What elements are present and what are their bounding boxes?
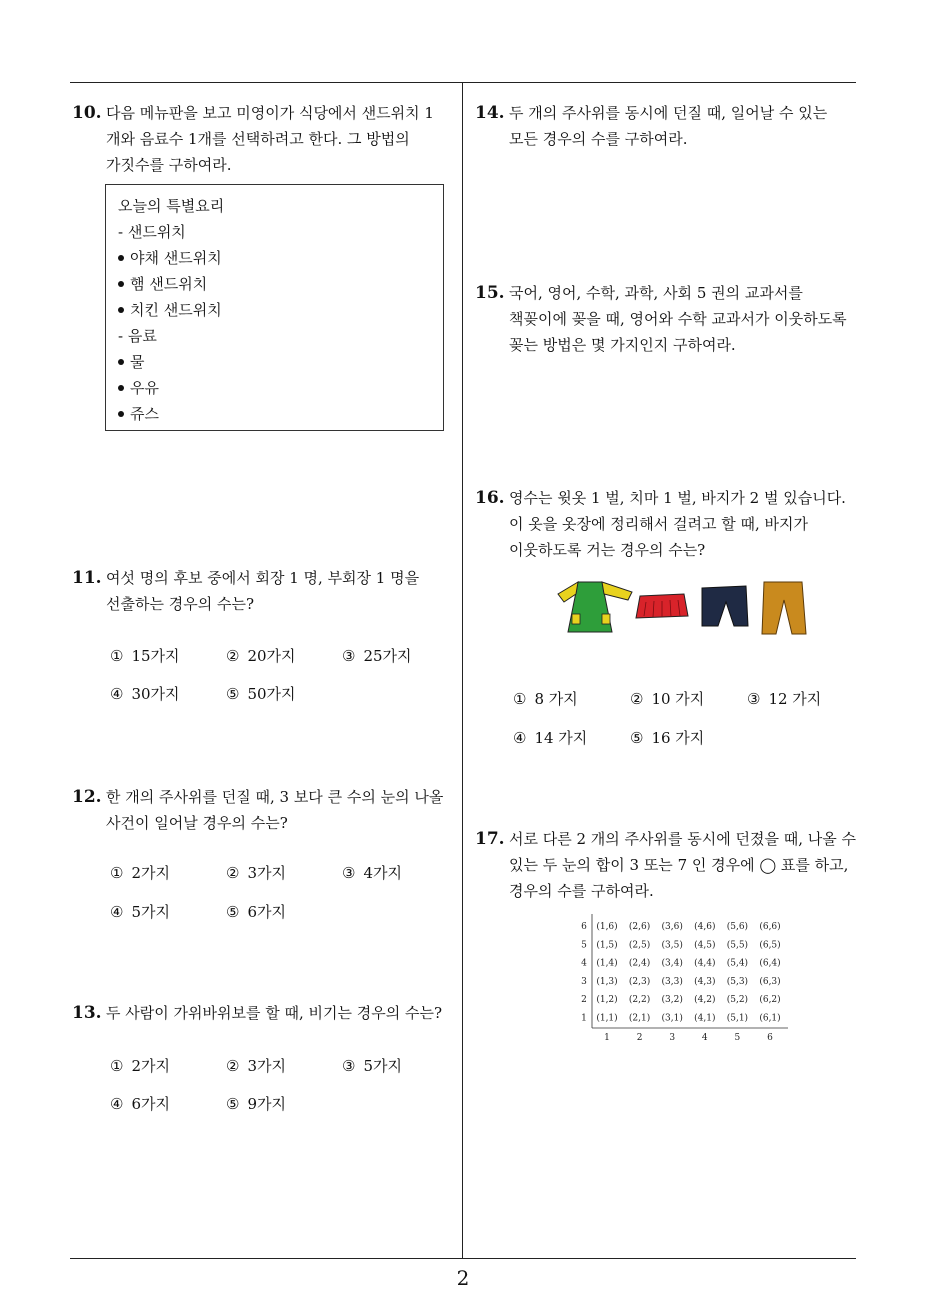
question-number: 15. — [475, 283, 505, 303]
grid-cell: (5,5) — [726, 940, 749, 951]
choice-item[interactable]: ③ 25가지 — [342, 647, 412, 665]
grid-col-label: 4 — [701, 1033, 708, 1042]
grid-cell: (2,3) — [628, 976, 651, 987]
menu-board — [105, 184, 444, 431]
question-12 — [72, 784, 443, 836]
grid-col-label: 2 — [636, 1033, 643, 1042]
menu-row: 치킨 샌드위치 — [118, 297, 443, 323]
question-text-line: 모든 경우의 수를 구하여라. — [509, 130, 688, 148]
question-number: 13. — [72, 1003, 102, 1023]
question-11 — [72, 565, 419, 617]
grid-cell: (3,3) — [661, 976, 683, 987]
choice-item[interactable]: ④ 5가지 — [110, 903, 170, 921]
choice-item[interactable]: ③ 12 가지 — [747, 690, 822, 708]
choice-item[interactable]: ⑤ 16 가지 — [630, 729, 705, 747]
menu-row: 쥬스 — [118, 401, 443, 427]
menu-row: 우유 — [118, 375, 443, 401]
question-text-line: 경우의 수를 구하여라. — [509, 882, 654, 900]
question-text-line: 두 개의 주사위를 동시에 던질 때, 일어날 수 있는 — [509, 104, 828, 122]
bullet-icon — [118, 255, 124, 261]
menu-row: 야채 샌드위치 — [118, 245, 443, 271]
question-13 — [72, 1000, 442, 1026]
grid-cell: (3,6) — [661, 922, 683, 932]
question-text-line: 개와 음료수 1개를 선택하려고 한다. 그 방법의 — [106, 130, 410, 148]
choice-item[interactable]: ② 3가지 — [226, 1057, 286, 1075]
grid-cell: (6,4) — [759, 958, 781, 969]
grid-cell: (6,6) — [759, 922, 781, 932]
grid-cell: (3,2) — [661, 995, 683, 1006]
question-text-line: 가짓수를 구하여라. — [106, 156, 232, 174]
grid-row-label: 1 — [581, 1013, 587, 1024]
question-text-line: 서로 다른 2 개의 주사위를 동시에 던졌을 때, 나올 수 — [509, 830, 857, 848]
grid-cell: (1,3) — [596, 976, 618, 987]
question-text-line: 한 개의 주사위를 던질 때, 3 보다 큰 수의 눈의 나올 — [106, 788, 444, 806]
top-icon — [558, 582, 632, 632]
question-text-line: 국어, 영어, 수학, 과학, 사회 5 권의 교과서를 — [509, 284, 803, 302]
grid-cell: (4,5) — [694, 940, 716, 951]
question-number: 16. — [475, 488, 505, 508]
grid-cell: (3,4) — [661, 958, 683, 969]
grid-cell: (6,2) — [759, 995, 781, 1006]
question-number: 17. — [475, 829, 505, 849]
question-17 — [475, 826, 856, 904]
bullet-icon — [118, 281, 124, 287]
bullet-icon — [118, 385, 124, 391]
choice-item[interactable]: ② 10 가지 — [630, 690, 705, 708]
grid-cell: (1,1) — [596, 1013, 618, 1024]
grid-cell: (6,3) — [759, 976, 781, 987]
choice-item[interactable]: ④ 14 가지 — [513, 729, 588, 747]
grid-cell: (6,5) — [759, 940, 781, 951]
grid-col-label: 5 — [734, 1033, 741, 1042]
grid-cell: (3,1) — [661, 1013, 683, 1024]
question-text-line: 여섯 명의 후보 중에서 회장 1 명, 부회장 1 명을 — [106, 569, 420, 587]
grid-cell: (2,1) — [628, 1013, 651, 1024]
clothes-illustration — [556, 578, 810, 636]
grid-cell: (2,5) — [628, 940, 651, 951]
grid-cell: (2,4) — [628, 958, 651, 969]
menu-row: 햄 샌드위치 — [118, 271, 443, 297]
choice-item[interactable]: ① 15가지 — [110, 647, 180, 665]
grid-row-label: 4 — [581, 958, 587, 969]
question-text-line: 책꽂이에 꽂을 때, 영어와 수학 교과서가 이웃하도록 — [509, 310, 847, 328]
question-text-line: 선출하는 경우의 수는? — [106, 595, 254, 613]
question-text-line: 꽂는 방법은 몇 가지인지 구하여라. — [509, 336, 736, 354]
grid-cell: (1,5) — [596, 940, 618, 951]
question-14 — [475, 100, 827, 152]
bullet-icon — [118, 359, 124, 365]
menu-row: - 샌드위치 — [118, 223, 186, 241]
question-10 — [72, 100, 434, 178]
dice-outcome-grid — [572, 912, 792, 1042]
grid-col-label: 1 — [604, 1033, 610, 1042]
question-number: 14. — [475, 103, 505, 123]
grid-cell: (1,6) — [596, 922, 618, 932]
grid-cell: (4,2) — [694, 995, 716, 1006]
column-divider — [462, 82, 463, 1258]
choice-item[interactable]: ⑤ 9가지 — [226, 1095, 286, 1113]
bottom-rule — [70, 1258, 856, 1259]
bullet-icon — [118, 411, 124, 417]
grid-cell: (4,1) — [694, 1013, 716, 1024]
choice-item[interactable]: ② 20가지 — [226, 647, 296, 665]
choice-item[interactable]: ④ 6가지 — [110, 1095, 170, 1113]
question-text-line: 다음 메뉴판을 보고 미영이가 식당에서 샌드위치 1 — [106, 104, 434, 122]
grid-cell: (5,1) — [726, 1013, 749, 1024]
grid-cell: (2,2) — [628, 995, 651, 1006]
grid-cell: (5,4) — [726, 958, 749, 969]
skirt-icon — [636, 594, 688, 618]
jeans-icon — [702, 586, 748, 626]
grid-cell: (4,6) — [694, 922, 716, 932]
grid-row-label: 6 — [581, 922, 587, 932]
choice-item[interactable]: ③ 5가지 — [342, 1057, 402, 1075]
grid-cell: (5,3) — [726, 976, 749, 987]
bullet-icon — [118, 307, 124, 313]
question-text-line: 있는 두 눈의 합이 3 또는 7 인 경우에 ◯ 표를 하고, — [509, 856, 849, 874]
grid-row-label: 5 — [581, 940, 587, 951]
menu-row: - 음료 — [118, 327, 157, 345]
choice-item[interactable]: ① 8 가지 — [513, 690, 578, 708]
menu-row: 물 — [118, 349, 443, 375]
grid-cell: (4,3) — [694, 976, 716, 987]
grid-cell: (1,4) — [596, 958, 618, 969]
question-text-line: 영수는 윗옷 1 벌, 치마 1 벌, 바지가 2 벌 있습니다. — [509, 489, 846, 507]
choice-item[interactable]: ③ 4가지 — [342, 864, 402, 882]
grid-cell: (5,6) — [726, 922, 749, 932]
menu-title: 오늘의 특별요리 — [118, 197, 225, 215]
question-text-line: 두 사람이 가위바위보를 할 때, 비기는 경우의 수는? — [106, 1004, 442, 1022]
grid-col-label: 3 — [669, 1033, 676, 1042]
grid-row-label: 3 — [581, 976, 587, 987]
question-number: 10. — [72, 103, 102, 123]
page-number: 2 — [456, 1266, 470, 1290]
pants-icon — [762, 582, 806, 634]
question-number: 12. — [72, 787, 102, 807]
grid-col-label: 6 — [767, 1033, 773, 1042]
choice-item[interactable]: ① 2가지 — [110, 1057, 170, 1075]
question-number: 11. — [72, 568, 102, 588]
question-text-line: 이웃하도록 거는 경우의 수는? — [509, 541, 706, 559]
choice-item[interactable]: ② 3가지 — [226, 864, 286, 882]
grid-cell: (5,2) — [726, 995, 749, 1006]
question-text-line: 사건이 일어날 경우의 수는? — [106, 814, 288, 832]
question-15 — [475, 280, 847, 358]
top-rule — [70, 82, 856, 83]
choice-item[interactable]: ① 2가지 — [110, 864, 170, 882]
question-text-line: 이 옷을 옷장에 정리해서 걸려고 할 때, 바지가 — [509, 515, 808, 533]
grid-cell: (6,1) — [759, 1013, 781, 1024]
grid-cell: (1,2) — [596, 995, 618, 1006]
question-16 — [475, 485, 846, 563]
grid-cell: (3,5) — [661, 940, 683, 951]
choice-item[interactable]: ⑤ 6가지 — [226, 903, 286, 921]
grid-row-label: 2 — [581, 995, 587, 1006]
grid-cell: (4,4) — [694, 958, 716, 969]
grid-cell: (2,6) — [628, 922, 651, 932]
choice-item[interactable]: ④ 30가지 — [110, 685, 180, 703]
choice-item[interactable]: ⑤ 50가지 — [226, 685, 296, 703]
